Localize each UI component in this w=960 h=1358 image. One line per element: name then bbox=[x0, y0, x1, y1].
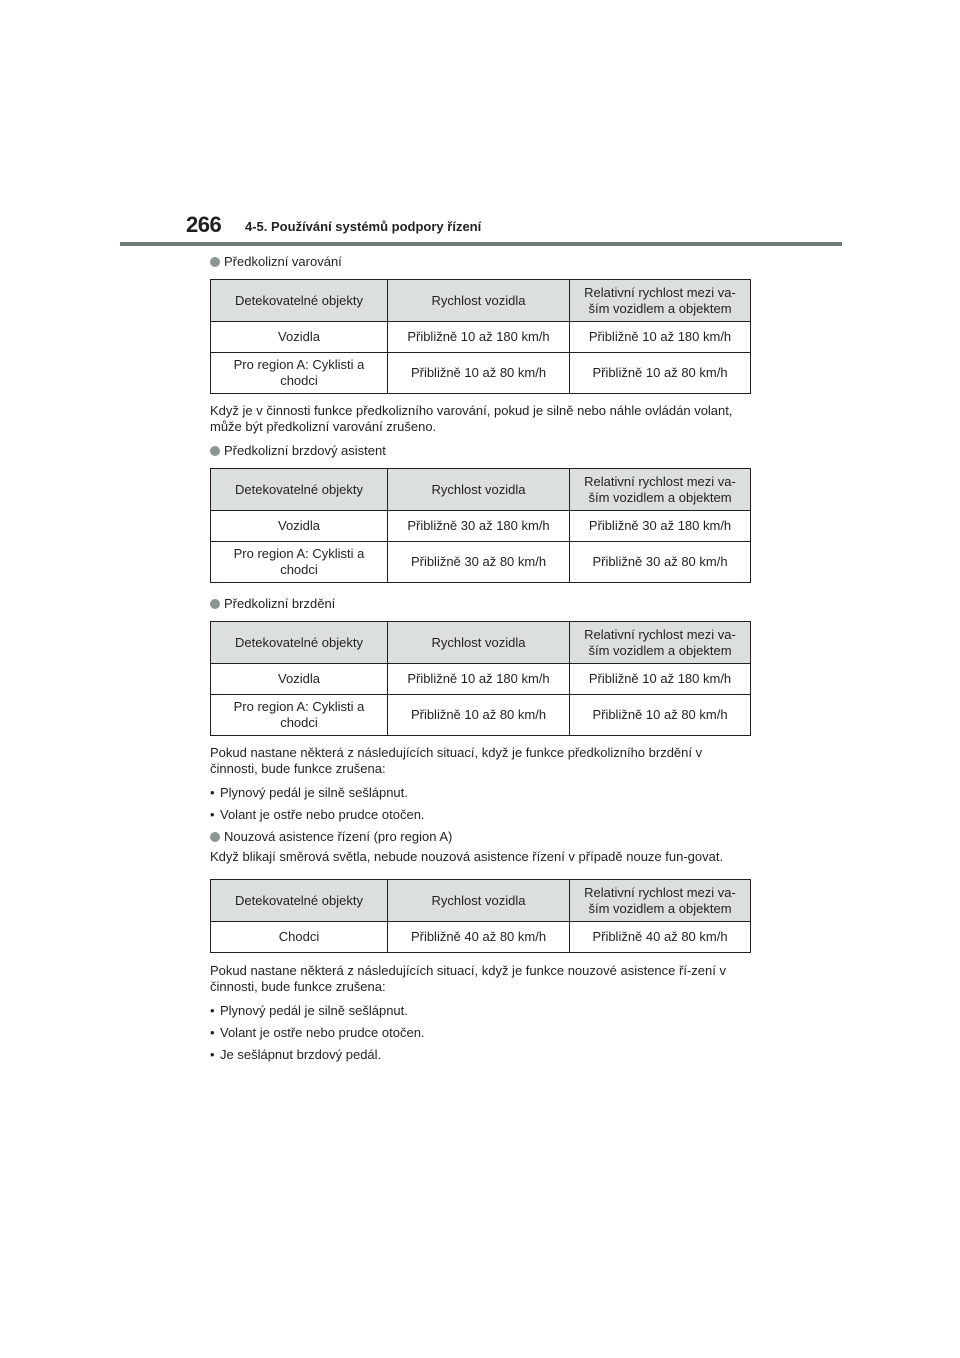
table-cell: Přibližně 10 až 180 km/h bbox=[388, 664, 570, 695]
table-cell: Přibližně 10 až 80 km/h bbox=[570, 695, 751, 736]
bullet-heading-brake-assist bbox=[210, 443, 750, 459]
list-item bbox=[210, 1047, 750, 1063]
note-paragraph: Pokud nastane některá z následujících situací, když je funkce předkolizního brzdění v činnosti, bude funkce zrušena: bbox=[210, 745, 703, 776]
table-cell: Vozidla bbox=[211, 664, 388, 695]
table-cell: Přibližně 10 až 180 km/h bbox=[388, 322, 570, 353]
table-cell: Přibližně 30 až 80 km/h bbox=[570, 542, 751, 583]
table-row bbox=[211, 322, 751, 353]
table-cell: Přibližně 10 až 80 km/h bbox=[388, 353, 570, 394]
list-item-text: Je sešlápnut brzdový pedál. bbox=[220, 1047, 382, 1062]
bullet-heading-emergency-steering bbox=[210, 829, 750, 845]
spec-table-emergency-steering bbox=[210, 879, 751, 953]
note-paragraph: Pokud nastane některá z následujících situací, když je funkce nouzové asistence ří-zení v činnosti, bude funkce zrušena: bbox=[210, 963, 726, 994]
table-header-row bbox=[211, 622, 751, 664]
table-cell: Pro region A: Cyklisti a chodci bbox=[211, 353, 388, 394]
list-bullet: • bbox=[210, 807, 215, 822]
table-cell: Přibližně 10 až 80 km/h bbox=[388, 695, 570, 736]
list-item bbox=[210, 807, 750, 823]
heading-text: Předkolizní brzdový asistent bbox=[224, 443, 386, 458]
bullet-dot-icon bbox=[210, 599, 220, 609]
list-item bbox=[210, 1025, 750, 1041]
list-item-text: Volant je ostře nebo prudce otočen. bbox=[220, 807, 425, 822]
heading-text: Nouzová asistence řízení (pro region A) bbox=[224, 829, 453, 844]
list-bullet: • bbox=[210, 1003, 215, 1018]
col-header-relative-speed: Relativní rychlost mezi va-ším vozidlem a objektem bbox=[570, 280, 751, 322]
list-bullet: • bbox=[210, 785, 215, 800]
intro-paragraph: Když blikají směrová světla, nebude nouzová asistence řízení v případě nouze fun-govat. bbox=[210, 849, 724, 864]
table-cell: Přibližně 40 až 80 km/h bbox=[570, 922, 751, 953]
col-header-objects: Detekovatelné objekty bbox=[211, 622, 388, 664]
table-row bbox=[211, 542, 751, 583]
table-cell: Přibližně 40 až 80 km/h bbox=[388, 922, 570, 953]
col-header-vehicle-speed: Rychlost vozidla bbox=[388, 280, 570, 322]
section-title: 4-5. Používání systémů podpory řízení bbox=[245, 219, 482, 234]
table-cell: Přibližně 30 až 80 km/h bbox=[388, 542, 570, 583]
table-cell: Přibližně 10 až 180 km/h bbox=[570, 322, 751, 353]
col-header-objects: Detekovatelné objekty bbox=[211, 469, 388, 511]
table-row bbox=[211, 353, 751, 394]
bullet-dot-icon bbox=[210, 257, 220, 267]
page-content bbox=[210, 254, 750, 1069]
list-item bbox=[210, 1003, 750, 1019]
table-cell: Přibližně 10 až 180 km/h bbox=[570, 664, 751, 695]
col-header-objects: Detekovatelné objekty bbox=[211, 280, 388, 322]
spec-table-brake-assist bbox=[210, 468, 751, 583]
col-header-relative-speed: Relativní rychlost mezi va-ším vozidlem a objektem bbox=[570, 880, 751, 922]
spec-table-pre-collision-warning bbox=[210, 279, 751, 394]
table-row bbox=[211, 922, 751, 953]
bullet-heading-pre-collision-warning bbox=[210, 254, 750, 270]
col-header-objects: Detekovatelné objekty bbox=[211, 880, 388, 922]
col-header-vehicle-speed: Rychlost vozidla bbox=[388, 622, 570, 664]
table-cell: Vozidla bbox=[211, 511, 388, 542]
table-cell: Přibližně 10 až 80 km/h bbox=[570, 353, 751, 394]
table-row bbox=[211, 511, 751, 542]
table-cell: Přibližně 30 až 180 km/h bbox=[570, 511, 751, 542]
table-cell: Pro region A: Cyklisti a chodci bbox=[211, 695, 388, 736]
note-paragraph: Když je v činnosti funkce předkolizního varování, pokud je silně nebo náhle ovládán volant, může být předkolizní varování zrušeno. bbox=[210, 403, 733, 434]
table-cell: Vozidla bbox=[211, 322, 388, 353]
col-header-relative-speed: Relativní rychlost mezi va-ším vozidlem a objektem bbox=[570, 469, 751, 511]
heading-text: Předkolizní brzdění bbox=[224, 596, 336, 611]
table-cell: Přibližně 30 až 180 km/h bbox=[388, 511, 570, 542]
table-cell: Chodci bbox=[211, 922, 388, 953]
page-number: 266 bbox=[186, 212, 222, 237]
list-bullet: • bbox=[210, 1025, 215, 1040]
spec-table-pre-collision-braking bbox=[210, 621, 751, 736]
table-header-row bbox=[211, 469, 751, 511]
bullet-heading-pre-collision-braking bbox=[210, 596, 750, 612]
table-header-row bbox=[211, 880, 751, 922]
list-item-text: Plynový pedál je silně sešlápnut. bbox=[220, 1003, 408, 1018]
bullet-dot-icon bbox=[210, 446, 220, 456]
col-header-vehicle-speed: Rychlost vozidla bbox=[388, 469, 570, 511]
header-rule bbox=[120, 242, 842, 246]
col-header-vehicle-speed: Rychlost vozidla bbox=[388, 880, 570, 922]
list-item-text: Volant je ostře nebo prudce otočen. bbox=[220, 1025, 425, 1040]
list-item-text: Plynový pedál je silně sešlápnut. bbox=[220, 785, 408, 800]
table-cell: Pro region A: Cyklisti a chodci bbox=[211, 542, 388, 583]
table-row bbox=[211, 664, 751, 695]
heading-text: Předkolizní varování bbox=[224, 254, 342, 269]
col-header-relative-speed: Relativní rychlost mezi va-ším vozidlem a objektem bbox=[570, 622, 751, 664]
list-item bbox=[210, 785, 750, 801]
bullet-dot-icon bbox=[210, 832, 220, 842]
list-bullet: • bbox=[210, 1047, 215, 1062]
table-header-row bbox=[211, 280, 751, 322]
table-row bbox=[211, 695, 751, 736]
